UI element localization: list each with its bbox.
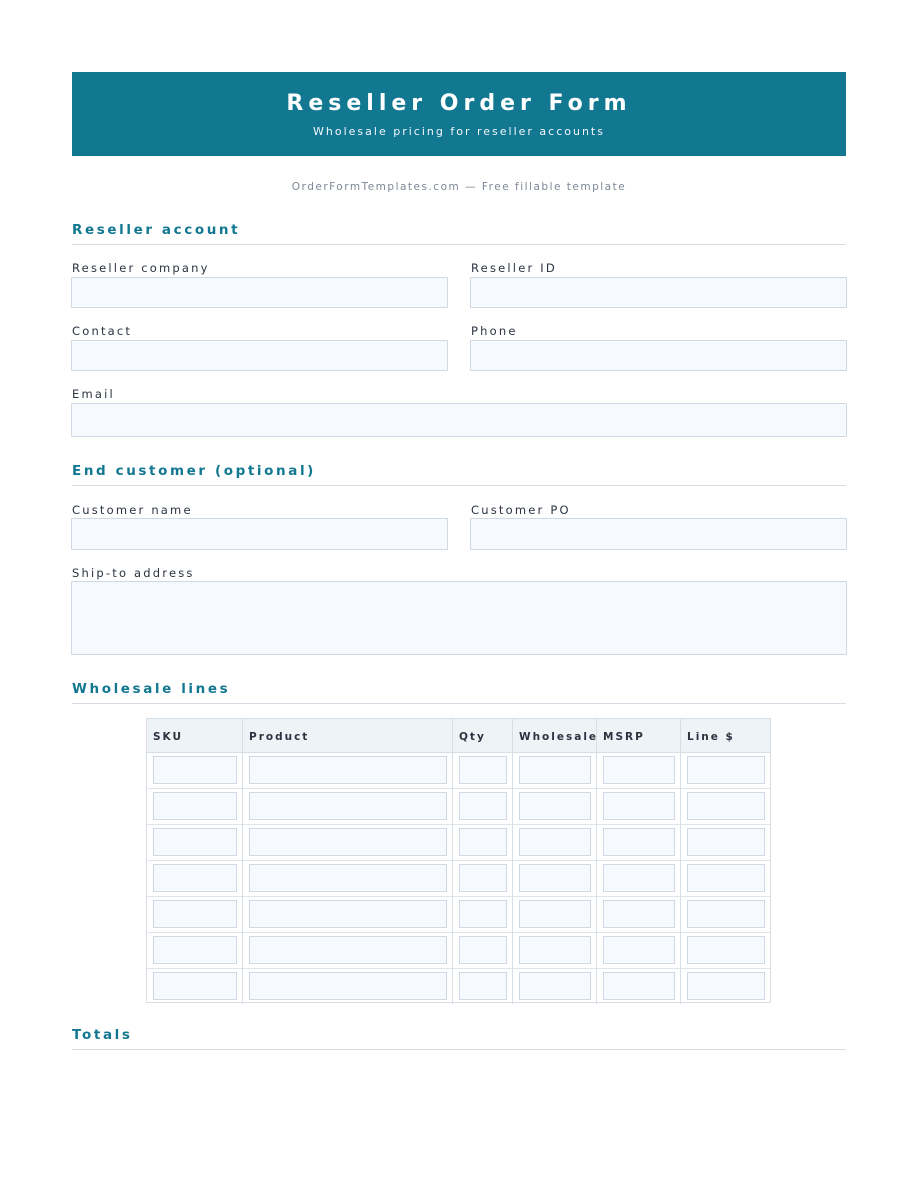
wholesale-input[interactable]	[519, 864, 591, 892]
table-row	[147, 968, 770, 1004]
table-cell-line-total	[681, 788, 770, 824]
column-header-product: Product	[243, 719, 453, 752]
reseller-id-field[interactable]	[470, 277, 847, 308]
table-cell-product	[243, 752, 453, 788]
qty-input[interactable]	[459, 792, 507, 820]
section-title-wholesale-lines: Wholesale lines	[72, 681, 846, 704]
sku-input[interactable]	[153, 972, 237, 1000]
table-cell-line-total	[681, 968, 770, 1004]
column-header-line-total: Line $	[687, 731, 735, 743]
phone-field[interactable]	[470, 340, 847, 371]
table-cell-wholesale	[513, 752, 597, 788]
ship-to-address-field[interactable]	[71, 581, 847, 655]
line-total-input[interactable]	[687, 864, 765, 892]
line-total-input[interactable]	[687, 828, 765, 856]
table-cell-sku	[147, 788, 243, 824]
table-cell-product	[243, 932, 453, 968]
table-cell-qty	[453, 860, 513, 896]
form-header	[72, 72, 846, 156]
table-cell-wholesale	[513, 788, 597, 824]
wholesale-input[interactable]	[519, 828, 591, 856]
table-cell-wholesale	[513, 824, 597, 860]
qty-input[interactable]	[459, 972, 507, 1000]
label-phone: Phone	[471, 324, 518, 338]
label-email: Email	[72, 387, 115, 401]
email-field[interactable]	[71, 403, 847, 437]
wholesale-input[interactable]	[519, 972, 591, 1000]
table-cell-msrp	[597, 752, 681, 788]
sku-input[interactable]	[153, 792, 237, 820]
sku-input[interactable]	[153, 864, 237, 892]
label-contact: Contact	[72, 324, 133, 338]
contact-field[interactable]	[71, 340, 448, 371]
customer-po-field[interactable]	[470, 518, 847, 550]
table-cell-product	[243, 968, 453, 1004]
label-customer-po: Customer PO	[471, 503, 571, 517]
table-cell-wholesale	[513, 932, 597, 968]
line-total-input[interactable]	[687, 900, 765, 928]
qty-input[interactable]	[459, 864, 507, 892]
section-title-totals: Totals	[72, 1027, 846, 1050]
table-cell-line-total	[681, 824, 770, 860]
customer-name-field[interactable]	[71, 518, 448, 550]
table-cell-qty	[453, 788, 513, 824]
section-title-reseller-account: Reseller account	[72, 222, 846, 245]
wholesale-input[interactable]	[519, 900, 591, 928]
wholesale-input[interactable]	[519, 756, 591, 784]
sku-input[interactable]	[153, 936, 237, 964]
table-cell-sku	[147, 932, 243, 968]
wholesale-input[interactable]	[519, 936, 591, 964]
msrp-input[interactable]	[603, 756, 675, 784]
product-input[interactable]	[249, 828, 447, 856]
product-input[interactable]	[249, 792, 447, 820]
table-cell-wholesale	[513, 968, 597, 1004]
column-header-sku: SKU	[147, 719, 243, 752]
table-cell-msrp	[597, 788, 681, 824]
qty-input[interactable]	[459, 936, 507, 964]
table-row	[147, 860, 770, 897]
form-title: Reseller Order Form	[286, 91, 632, 116]
column-header-qty: Qty	[453, 719, 513, 752]
msrp-input[interactable]	[603, 936, 675, 964]
line-total-input[interactable]	[687, 936, 765, 964]
table-cell-sku	[147, 968, 243, 1004]
table-cell-wholesale	[513, 896, 597, 932]
table-row	[147, 788, 770, 825]
table-cell-line-total	[681, 860, 770, 896]
table-cell-line-total	[681, 752, 770, 788]
sku-input[interactable]	[153, 900, 237, 928]
table-row	[147, 824, 770, 861]
table-cell-msrp	[597, 896, 681, 932]
table-cell-sku	[147, 752, 243, 788]
product-input[interactable]	[249, 936, 447, 964]
label-reseller-id: Reseller ID	[471, 261, 557, 275]
column-header-wholesale: Wholesale	[513, 719, 597, 752]
line-total-input[interactable]	[687, 792, 765, 820]
table-row	[147, 932, 770, 969]
msrp-input[interactable]	[603, 972, 675, 1000]
table-cell-wholesale	[513, 860, 597, 896]
product-input[interactable]	[249, 972, 447, 1000]
template-source-line: OrderFormTemplates.com — Free fillable template	[291, 181, 627, 193]
section-title-end-customer: End customer (optional)	[72, 463, 846, 486]
msrp-input[interactable]	[603, 792, 675, 820]
table-row	[147, 896, 770, 933]
table-cell-sku	[147, 824, 243, 860]
sku-input[interactable]	[153, 756, 237, 784]
table-cell-msrp	[597, 932, 681, 968]
table-cell-qty	[453, 896, 513, 932]
table-cell-line-total	[681, 896, 770, 932]
sku-input[interactable]	[153, 828, 237, 856]
table-cell-qty	[453, 824, 513, 860]
table-header-row	[147, 719, 770, 753]
table-cell-qty	[453, 752, 513, 788]
table-cell-qty	[453, 968, 513, 1004]
form-subtitle: Wholesale pricing for reseller accounts	[313, 125, 605, 138]
table-cell-product	[243, 860, 453, 896]
reseller-company-field[interactable]	[71, 277, 448, 308]
table-cell-msrp	[597, 860, 681, 896]
table-cell-line-total	[681, 932, 770, 968]
column-header-msrp: MSRP	[597, 719, 681, 752]
table-cell-sku	[147, 860, 243, 896]
table-cell-msrp	[597, 968, 681, 1004]
label-reseller-company: Reseller company	[72, 261, 210, 275]
table-cell-qty	[453, 932, 513, 968]
table-row	[147, 752, 770, 789]
table-cell-product	[243, 896, 453, 932]
label-customer-name: Customer name	[72, 503, 193, 517]
msrp-input[interactable]	[603, 900, 675, 928]
qty-input[interactable]	[459, 756, 507, 784]
line-total-input[interactable]	[687, 756, 765, 784]
product-input[interactable]	[249, 864, 447, 892]
line-total-input[interactable]	[687, 972, 765, 1000]
wholesale-input[interactable]	[519, 792, 591, 820]
table-cell-product	[243, 824, 453, 860]
table-cell-msrp	[597, 824, 681, 860]
msrp-input[interactable]	[603, 864, 675, 892]
wholesale-lines-table	[146, 718, 771, 1003]
product-input[interactable]	[249, 756, 447, 784]
qty-input[interactable]	[459, 900, 507, 928]
label-ship-to-address: Ship-to address	[72, 566, 195, 580]
product-input[interactable]	[249, 900, 447, 928]
table-cell-sku	[147, 896, 243, 932]
msrp-input[interactable]	[603, 828, 675, 856]
table-cell-product	[243, 788, 453, 824]
qty-input[interactable]	[459, 828, 507, 856]
